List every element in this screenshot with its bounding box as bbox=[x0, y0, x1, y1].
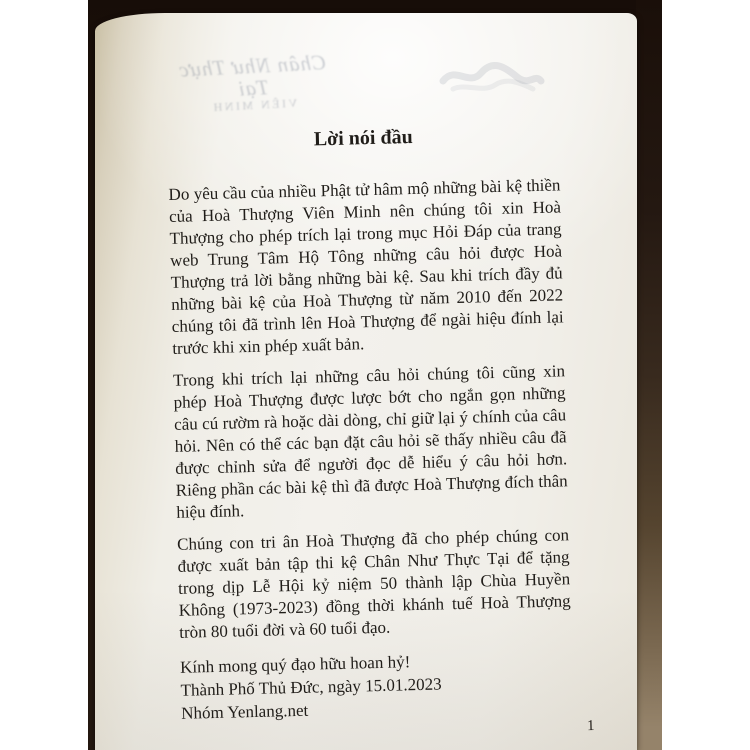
closing-wish: Kính mong quý đạo hữu hoan hỷ! bbox=[179, 652, 411, 677]
ghost-author-text: VIÊN MINH bbox=[210, 95, 298, 115]
preface-text-block bbox=[167, 121, 573, 724]
closing-place-date: Thành Phố Thủ Đức, ngày 15.01.2023 bbox=[180, 674, 442, 700]
book-page-edges bbox=[636, 0, 662, 750]
ghost-ink-smudge-icon bbox=[435, 53, 545, 103]
page-title: Lời nói đầu bbox=[313, 126, 413, 151]
page-number: 1 bbox=[586, 717, 595, 735]
ghost-script-text: Chân Như Thực Tại bbox=[177, 50, 327, 101]
closing-group-name: Nhóm Yenlang.net bbox=[180, 700, 309, 723]
preface-paragraph-2: Trong khi trích lại những câu hỏi chúng tôi cũng xin phép Hoà Thượng được lược bớt cho ngắn gọn những câu cú rườm rà hoặc dài dòng, chỉ giữ lại ý chính của câu hỏi. Nên có thể các bạn đặt câu hỏi sẽ thấy nhiều câu đã được chỉnh sửa để người đọc dễ hiểu ý câu hỏi hơn. Riêng phần các bài kệ thì đã được Hoà Thượng đích thân hiệu đính. bbox=[172, 361, 568, 522]
book-photo bbox=[88, 0, 662, 750]
preface-paragraph-3: Chúng con tri ân Hoà Thượng đã cho phép chúng con được xuất bản tập thi kệ Chân Như Thực Tại để tặng trong dịp Lễ Hội kỷ niệm 50 thành lập Chùa Huyền Không (1973-2023) đồng thời khánh tuế Hoà Thượng tròn 80 tuổi đời và 60 tuổi đạo. bbox=[176, 525, 571, 642]
closing-block bbox=[180, 646, 574, 725]
ghost-bleedthrough-title bbox=[172, 51, 335, 116]
preface-paragraph-1: Do yêu cầu của nhiều Phật tử hâm mộ những bài kệ thiền của Hoà Thượng Viên Minh nên chúng tôi xin Hoà Thượng cho phép trích lại trong mục Hỏi Đáp của trang web Trung Tâm Hộ Tông những câu hỏi được Hoà Thượng trả lời bằng những bài kệ. Sau khi trích đầy đủ những bài kệ của Hoà Thượng từ năm 2010 đến 2022 chúng tôi đã trình lên Hoà Thượng để ngài hiệu đính lại trước khi xin phép xuất bản. bbox=[168, 175, 564, 358]
book-page bbox=[95, 13, 637, 750]
